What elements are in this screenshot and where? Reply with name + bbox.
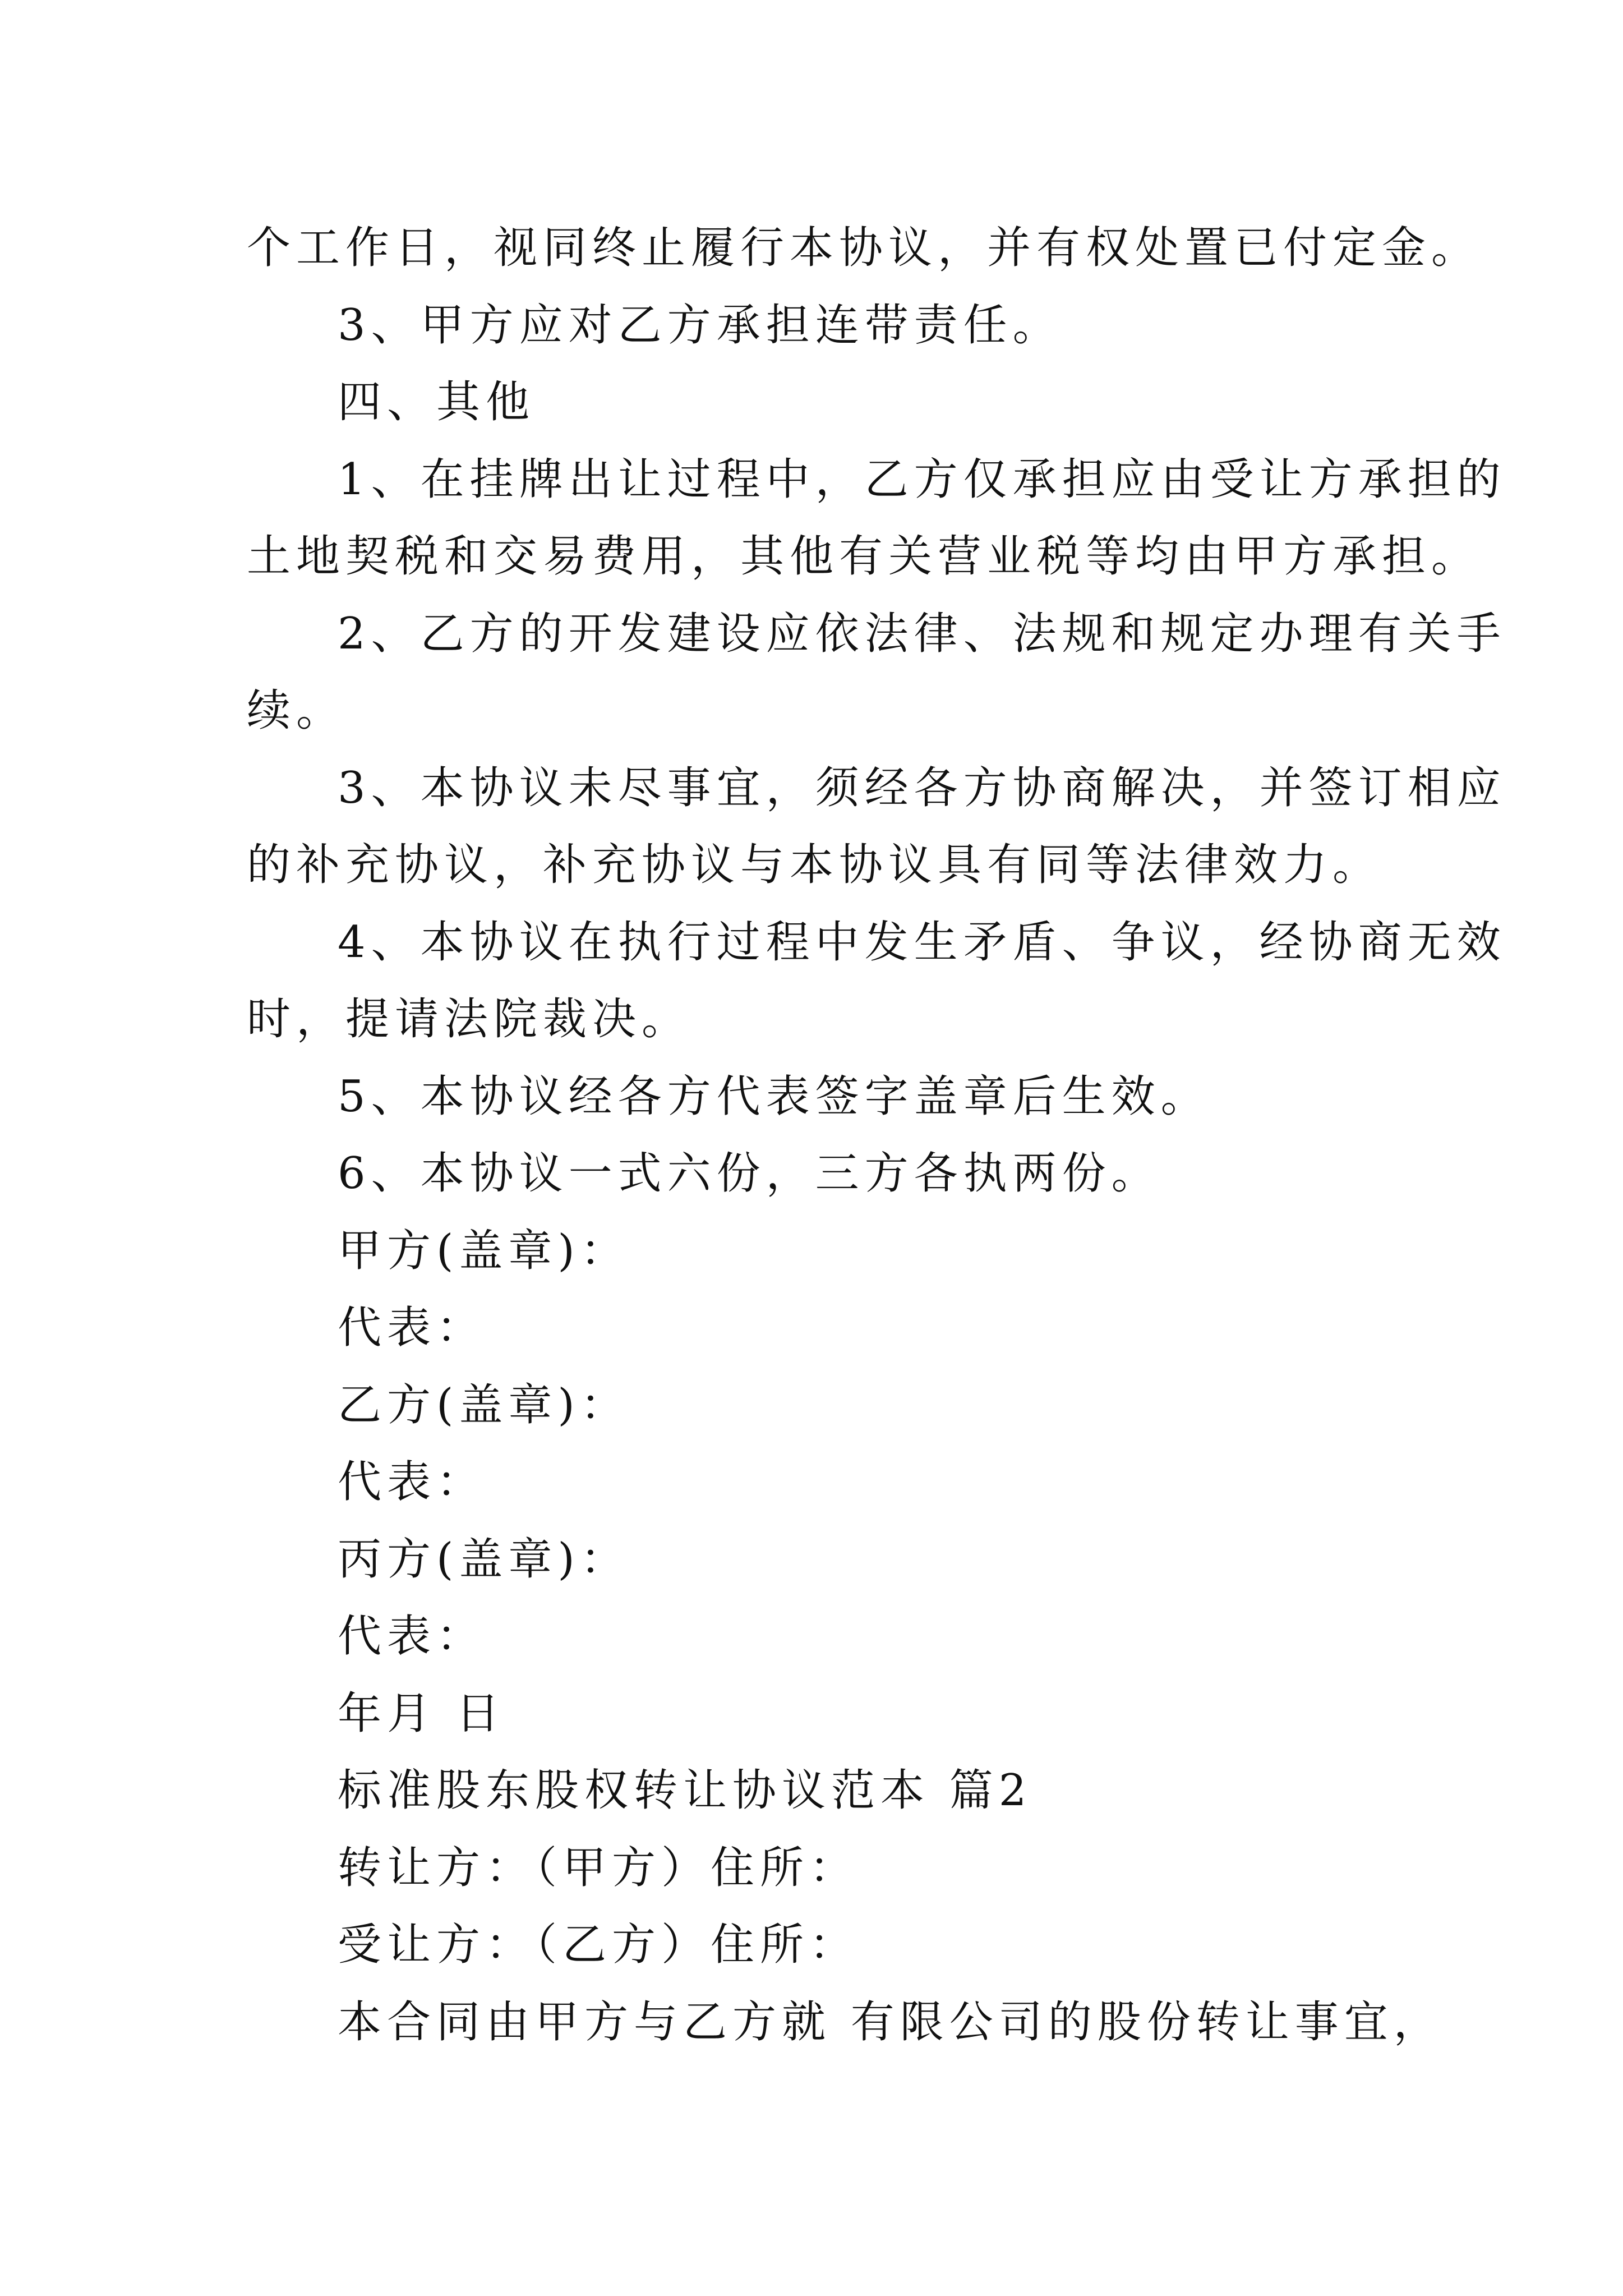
party-b-representative-line: 代表： [338, 1457, 486, 1507]
text-line-8: 3、本协议未尽事宜，须经各方协商解决，并签订相应 [338, 762, 1506, 813]
text-line-10: 4、本协议在执行过程中发生矛盾、争议，经协商无效 [338, 917, 1506, 968]
party-b-seal-line: 乙方(盖章)： [338, 1379, 630, 1430]
text-line-7: 续。 [247, 685, 346, 736]
text-line-2: 3、甲方应对乙方承担连带责任。 [338, 300, 1062, 351]
section-heading-other: 四、其他 [338, 377, 536, 427]
section-title-agreement-2: 标准股东股权转让协议范本 篇2 [338, 1765, 1032, 1816]
text-line-11: 时，提请法院裁决。 [247, 994, 691, 1045]
text-line-6: 2、乙方的开发建设应依法律、法规和规定办理有关手 [338, 608, 1506, 659]
transferee-line: 受让方：（乙方）住所： [338, 1920, 859, 1970]
text-line-13: 6、本协议一式六份，三方各执两份。 [338, 1148, 1161, 1199]
text-line-9: 的补充协议，补充协议与本协议具有同等法律效力。 [247, 840, 1382, 890]
text-line-4: 1、在挂牌出让过程中，乙方仅承担应由受让方承担的 [338, 454, 1506, 505]
date-line: 年月 日 [338, 1688, 505, 1739]
text-line-12: 5、本协议经各方代表签字盖章后生效。 [338, 1071, 1210, 1122]
contract-intro-line: 本合同由甲方与乙方就 有限公司的股份转让事宜， [338, 1996, 1443, 2047]
party-a-seal-line: 甲方(盖章)： [338, 1225, 630, 1276]
party-c-seal-line: 丙方(盖章)： [338, 1534, 630, 1585]
party-c-representative-line: 代表： [338, 1611, 486, 1662]
party-a-representative-line: 代表： [338, 1303, 486, 1353]
document-body [247, 210, 1506, 2061]
text-line-5: 土地契税和交易费用，其他有关营业税等均由甲方承担。 [247, 531, 1481, 582]
text-line-1: 个工作日，视同终止履行本协议，并有权处置已付定金。 [247, 223, 1481, 273]
transferor-line: 转让方：（甲方）住所： [338, 1842, 859, 1893]
